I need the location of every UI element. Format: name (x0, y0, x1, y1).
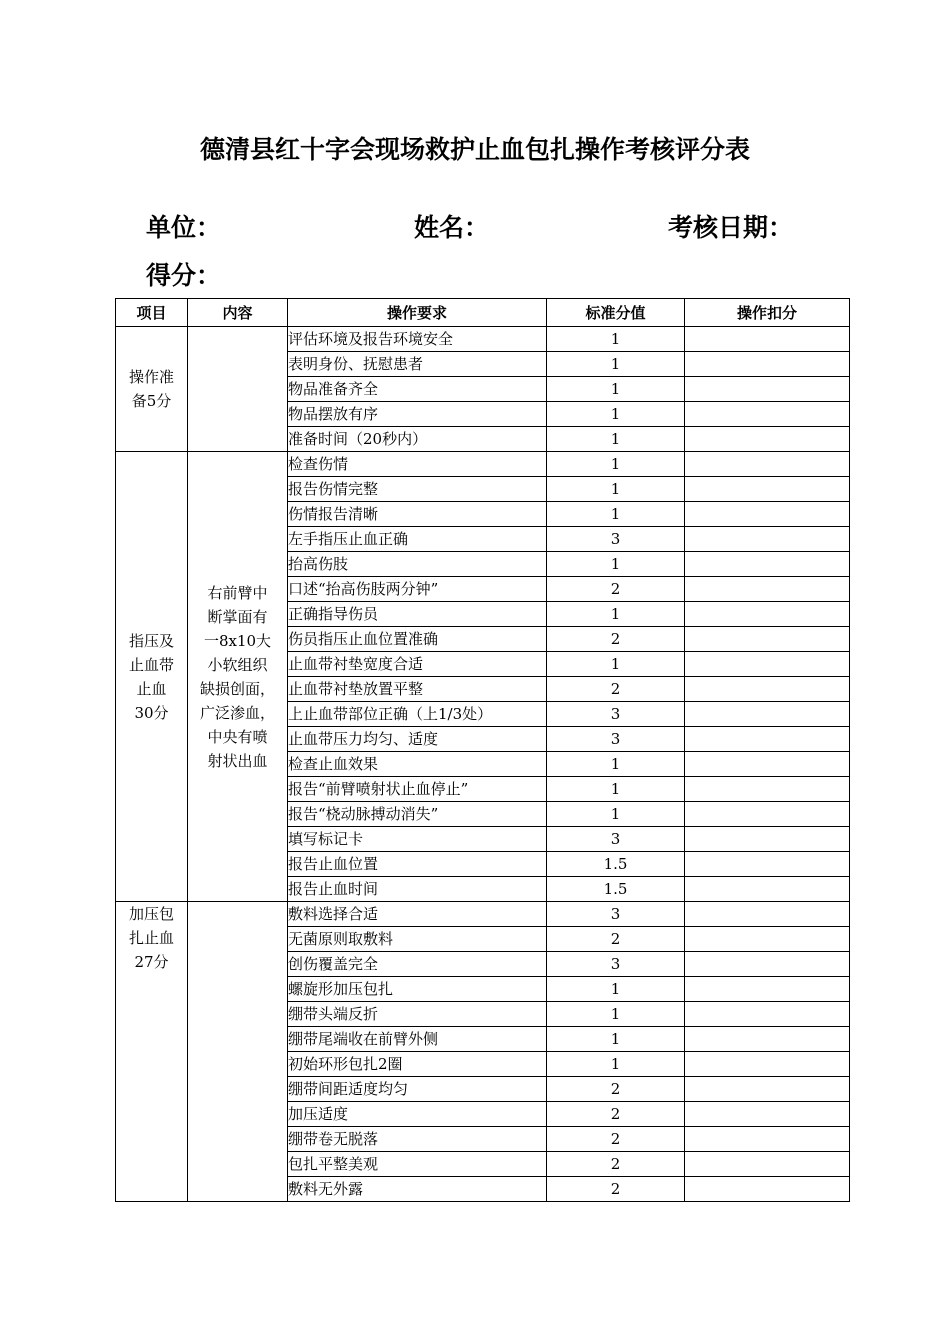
standard-score-cell: 1 (547, 427, 685, 452)
table-row (116, 327, 850, 352)
section-label-line: 备5分 (131, 392, 172, 410)
deduction-cell[interactable] (685, 1102, 850, 1127)
section-label-line: 操作准 (128, 368, 174, 386)
requirement-cell: 表明身份、抚慰患者 (288, 352, 547, 377)
standard-score-cell: 1 (547, 502, 685, 527)
deduction-cell[interactable] (685, 552, 850, 577)
requirement-cell: 填写标记卡 (288, 827, 547, 852)
content-line: 缺损创面， (199, 679, 275, 698)
deduction-cell[interactable] (685, 402, 850, 427)
deduction-cell[interactable] (685, 627, 850, 652)
requirement-cell: 创伤覆盖完全 (288, 952, 547, 977)
requirement-cell: 物品摆放有序 (288, 402, 547, 427)
requirement-cell: 无菌原则取敷料 (288, 927, 547, 952)
standard-score-cell: 3 (547, 727, 685, 752)
deduction-cell[interactable] (685, 877, 850, 902)
standard-score-cell: 1.5 (547, 852, 685, 877)
standard-score-cell: 1 (547, 802, 685, 827)
standard-score-cell: 1 (547, 1052, 685, 1077)
deduction-cell[interactable] (685, 902, 850, 927)
requirement-cell: 准备时间（20秒内） (288, 427, 547, 452)
requirement-cell: 检查止血效果 (288, 752, 547, 777)
section-label (116, 327, 188, 452)
requirement-cell: 止血带衬垫放置平整 (288, 677, 547, 702)
section-label-line: 30分 (134, 703, 169, 722)
standard-score-cell: 1 (547, 977, 685, 1002)
section-label-line: 27分 (134, 953, 169, 971)
requirement-cell: 口述“抬高伤肢两分钟” (288, 577, 547, 602)
standard-score-cell: 1 (547, 402, 685, 427)
content-line: 断掌面有 (207, 607, 268, 626)
section-label-line: 指压及 (128, 631, 174, 650)
requirement-cell: 报告“前臂喷射状止血停止” (288, 777, 547, 802)
deduction-cell[interactable] (685, 852, 850, 877)
deduction-cell[interactable] (685, 827, 850, 852)
requirement-cell: 物品准备齐全 (288, 377, 547, 402)
header-standard-score: 标准分值 (547, 299, 685, 327)
requirement-cell: 报告伤情完整 (288, 477, 547, 502)
standard-score-cell: 3 (547, 952, 685, 977)
requirement-cell: 包扎平整美观 (288, 1152, 547, 1177)
deduction-cell[interactable] (685, 752, 850, 777)
standard-score-cell: 3 (547, 902, 685, 927)
standard-score-cell: 1 (547, 352, 685, 377)
standard-score-cell: 1 (547, 1027, 685, 1052)
requirement-cell: 报告止血时间 (288, 877, 547, 902)
deduction-cell[interactable] (685, 477, 850, 502)
section-content (188, 902, 288, 1202)
requirement-cell: 加压适度 (288, 1102, 547, 1127)
date-field-label: 考核日期： (668, 213, 794, 242)
deduction-cell[interactable] (685, 427, 850, 452)
deduction-cell[interactable] (685, 377, 850, 402)
content-line: 广泛渗血， (199, 703, 275, 722)
deduction-cell[interactable] (685, 452, 850, 477)
deduction-cell[interactable] (685, 652, 850, 677)
requirement-cell: 敷料无外露 (288, 1177, 547, 1202)
requirement-cell: 止血带压力均匀、适度 (288, 727, 547, 752)
deduction-cell[interactable] (685, 577, 850, 602)
requirement-cell: 止血带衬垫宽度合适 (288, 652, 547, 677)
standard-score-cell: 2 (547, 677, 685, 702)
requirement-cell: 初始环形包扎2圈 (288, 1052, 547, 1077)
requirement-cell: 报告止血位置 (288, 852, 547, 877)
deduction-cell[interactable] (685, 952, 850, 977)
requirement-cell: 敷料选择合适 (288, 902, 547, 927)
section-label (116, 902, 188, 1202)
deduction-cell[interactable] (685, 327, 850, 352)
header-deduction: 操作扣分 (685, 299, 850, 327)
requirement-cell: 绷带卷无脱落 (288, 1127, 547, 1152)
scoring-table (115, 298, 850, 1202)
standard-score-cell: 1 (547, 652, 685, 677)
content-line: 射状出血 (207, 751, 268, 770)
standard-score-cell: 3 (547, 827, 685, 852)
deduction-cell[interactable] (685, 1002, 850, 1027)
requirement-cell: 绷带头端反折 (288, 1002, 547, 1027)
table-row (116, 902, 850, 927)
header-requirement: 操作要求 (288, 299, 547, 327)
table-row (116, 452, 850, 477)
section-content (188, 452, 288, 902)
deduction-cell[interactable] (685, 527, 850, 552)
standard-score-cell: 1 (547, 327, 685, 352)
standard-score-cell: 1 (547, 777, 685, 802)
requirement-cell: 绷带尾端收在前臂外侧 (288, 1027, 547, 1052)
content-line: 一8x10大 (203, 631, 272, 650)
deduction-cell[interactable] (685, 1027, 850, 1052)
requirement-cell: 抬高伤肢 (288, 552, 547, 577)
content-line: 中央有喷 (207, 727, 268, 746)
standard-score-cell: 1 (547, 377, 685, 402)
section-label (116, 452, 188, 902)
page-title: 德清县红十字会现场救护止血包扎操作考核评分表 (199, 135, 750, 164)
standard-score-cell: 2 (547, 627, 685, 652)
standard-score-cell: 1.5 (547, 877, 685, 902)
section-label-line: 加压包 (128, 905, 174, 923)
deduction-cell[interactable] (685, 1152, 850, 1177)
requirement-cell: 螺旋形加压包扎 (288, 977, 547, 1002)
name-field-label: 姓名： (414, 213, 490, 242)
standard-score-cell: 3 (547, 702, 685, 727)
deduction-cell[interactable] (685, 1177, 850, 1202)
requirement-cell: 绷带间距适度均匀 (288, 1077, 547, 1102)
deduction-cell[interactable] (685, 352, 850, 377)
section-label-line: 止血带 (128, 655, 174, 674)
standard-score-cell: 1 (547, 452, 685, 477)
requirement-cell: 左手指压止血正确 (288, 527, 547, 552)
standard-score-cell: 1 (547, 752, 685, 777)
section-content (188, 327, 288, 452)
deduction-cell[interactable] (685, 727, 850, 752)
standard-score-cell: 3 (547, 527, 685, 552)
requirement-cell: 上止血带部位正确（上1/3处） (288, 702, 547, 727)
deduction-cell[interactable] (685, 777, 850, 802)
table-header-row (116, 299, 850, 327)
score-field-label: 得分： (146, 261, 222, 290)
unit-field-label: 单位： (146, 213, 222, 242)
section-label-line: 止血 (136, 679, 167, 698)
requirement-cell: 正确指导伤员 (288, 602, 547, 627)
header-content: 内容 (188, 299, 288, 327)
requirement-cell: 伤情报告清晰 (288, 502, 547, 527)
table-body (116, 327, 850, 1202)
deduction-cell[interactable] (685, 1052, 850, 1077)
deduction-cell[interactable] (685, 802, 850, 827)
deduction-cell[interactable] (685, 502, 850, 527)
standard-score-cell: 2 (547, 1077, 685, 1102)
requirement-cell: 报告“桡动脉搏动消失” (288, 802, 547, 827)
standard-score-cell: 1 (547, 1002, 685, 1027)
standard-score-cell: 1 (547, 602, 685, 627)
standard-score-cell: 2 (547, 927, 685, 952)
deduction-cell[interactable] (685, 1127, 850, 1152)
requirement-cell: 伤员指压止血位置准确 (288, 627, 547, 652)
standard-score-cell: 2 (547, 1177, 685, 1202)
standard-score-cell: 1 (547, 552, 685, 577)
standard-score-cell: 2 (547, 1152, 685, 1177)
deduction-cell[interactable] (685, 1077, 850, 1102)
standard-score-cell: 1 (547, 477, 685, 502)
deduction-cell[interactable] (685, 702, 850, 727)
header-item: 项目 (116, 299, 188, 327)
standard-score-cell: 2 (547, 577, 685, 602)
standard-score-cell: 2 (547, 1127, 685, 1152)
standard-score-cell: 2 (547, 1102, 685, 1127)
deduction-cell[interactable] (685, 677, 850, 702)
deduction-cell[interactable] (685, 977, 850, 1002)
content-line: 右前臂中 (207, 583, 268, 602)
deduction-cell[interactable] (685, 927, 850, 952)
deduction-cell[interactable] (685, 602, 850, 627)
section-label-line: 扎止血 (128, 929, 174, 947)
content-line: 小软组织 (207, 655, 268, 674)
requirement-cell: 检查伤情 (288, 452, 547, 477)
requirement-cell: 评估环境及报告环境安全 (288, 327, 547, 352)
